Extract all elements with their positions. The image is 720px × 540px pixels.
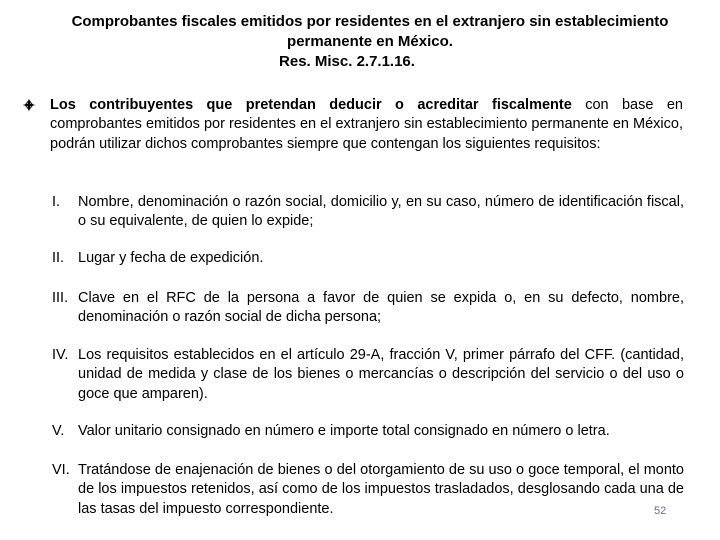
- item-number: VI.: [52, 462, 70, 478]
- item-text: Nombre, denominación o razón social, domicilio y, en su caso, número de identificación fiscal, o su equivalente, de quien lo expide;: [78, 194, 684, 230]
- title-line-3: Res. Misc. 2.7.1.16.: [279, 53, 415, 70]
- intro-rest: con base en comprobantes emitidos por residentes en el extranjero sin establecimiento permanente en México, podrán utilizar dichos comprobantes siempre que contengan los siguientes requisitos:: [50, 97, 683, 152]
- requirement-item: [52, 193, 684, 232]
- requirement-item: [52, 249, 684, 268]
- requirement-item: [52, 422, 684, 441]
- item-number: I.: [52, 194, 61, 210]
- requirement-item: [52, 289, 684, 328]
- item-text: Los requisitos establecidos en el artículo 29-A, fracción V, primer párrafo del CFF. (cantidad, unidad de medida y clase de los bienes o mercancías o descripción del servicio o del uso o goce que amparen).: [78, 347, 684, 402]
- item-number: IV.: [52, 347, 69, 363]
- title-line-2: permanente en México.: [287, 33, 453, 50]
- requirement-item: [52, 346, 684, 404]
- page-number: 52: [654, 505, 667, 517]
- intro-lead: Los contribuyentes que pretendan deducir o acreditar fiscalmente: [50, 97, 572, 113]
- item-text: Lugar y fecha de expedición.: [78, 250, 264, 266]
- item-text: Clave en el RFC de la persona a favor de quien se expida o, en su defecto, nombre, denominación o razón social de dicha persona;: [78, 290, 684, 326]
- page-title: [40, 12, 700, 72]
- requirement-item: [52, 461, 684, 519]
- intro-text: [50, 96, 683, 154]
- diamond-bullet-icon: [22, 98, 36, 112]
- item-text: Valor unitario consignado en número e importe total consignado en número o letra.: [78, 423, 610, 439]
- item-number: II.: [52, 250, 65, 266]
- item-number: V.: [52, 423, 65, 439]
- item-text: Tratándose de enajenación de bienes o del otorgamiento de su uso o goce temporal, el monto de los impuestos retenidos, así como de los impuestos trasladados, desglosando cada una de las tasas del impuesto correspondiente.: [78, 462, 684, 517]
- title-line-1: Comprobantes fiscales emitidos por residentes en el extranjero sin establecimiento: [71, 13, 669, 30]
- item-number: III.: [52, 290, 69, 306]
